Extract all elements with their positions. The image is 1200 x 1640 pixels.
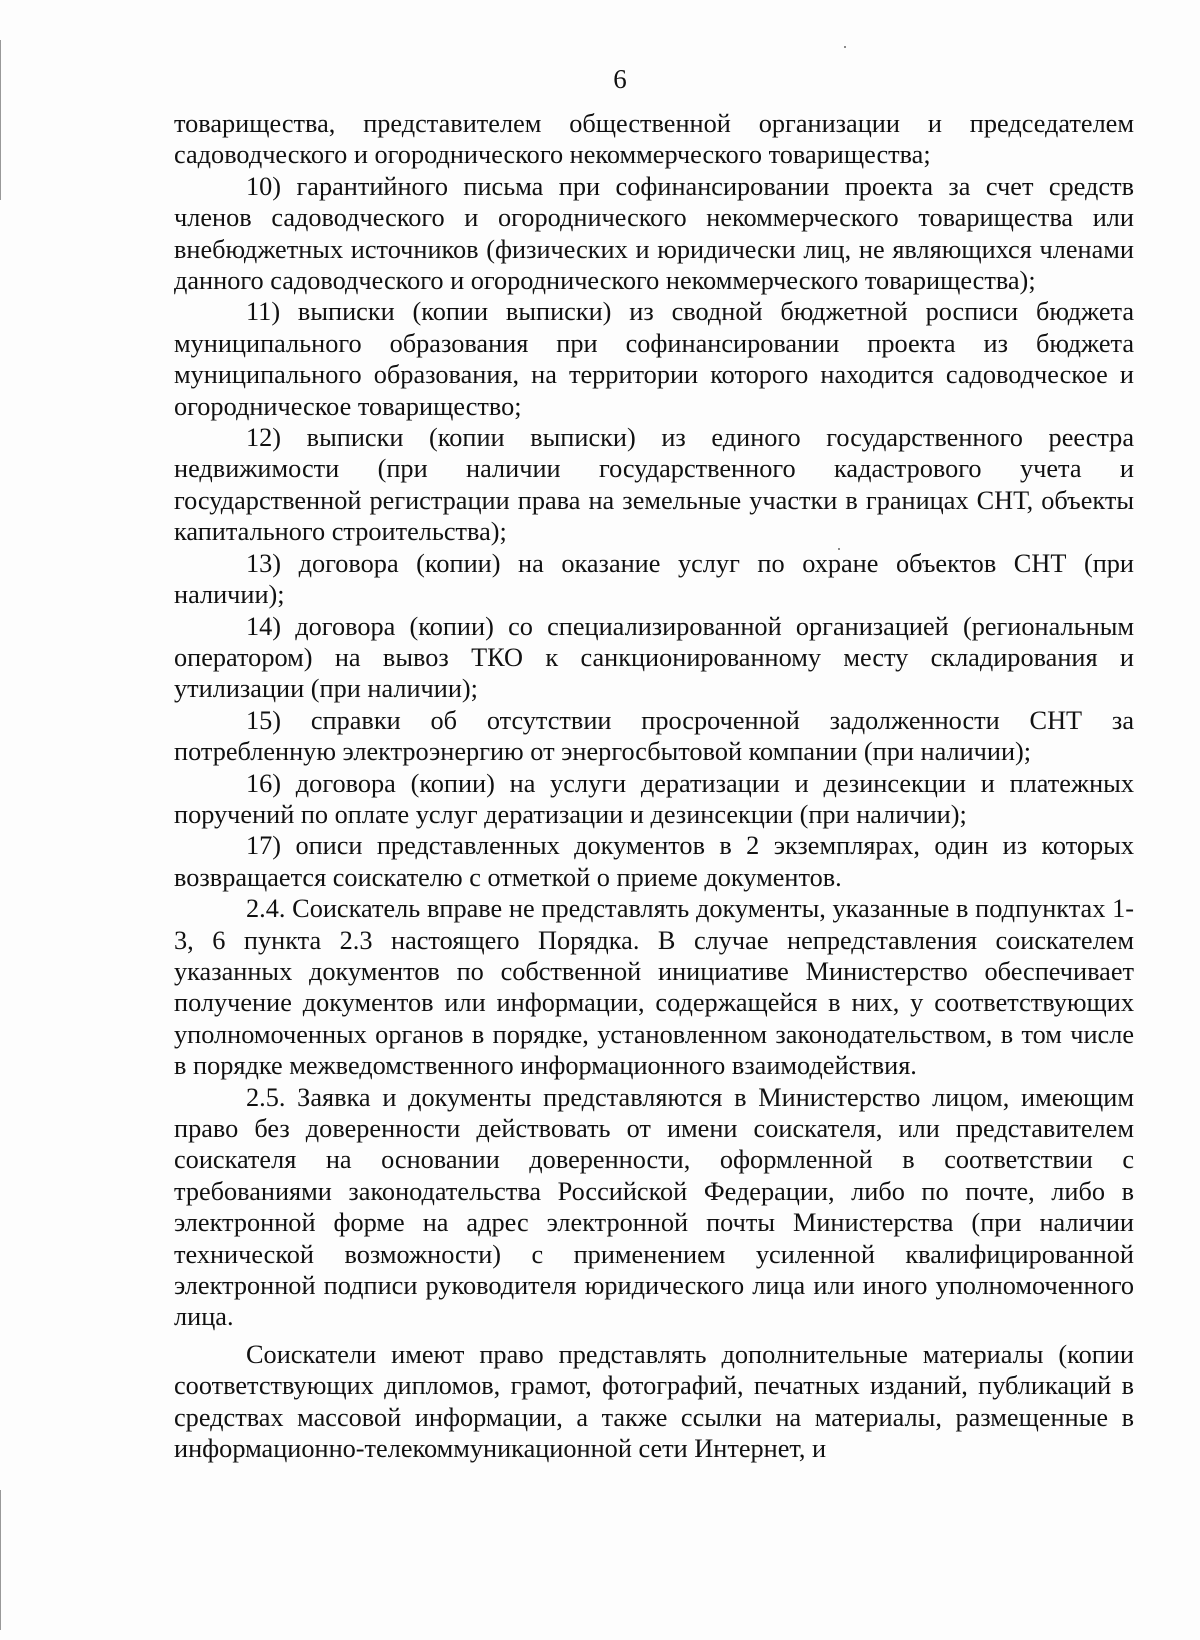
paragraph: 11) выписки (копии выписки) из сводной бюджетной росписи бюджета муниципального образования при софинансировании проекта из бюджета муниципального образования, на территории которого находится садоводческое и огородническое товарищество; bbox=[174, 297, 1134, 421]
scan-speck bbox=[844, 46, 846, 48]
paragraph: 17) описи представленных документов в 2 экземплярах, один из которых возвращается соискателю с отметкой о приеме документов. bbox=[174, 831, 1134, 892]
document-body bbox=[174, 108, 1134, 1464]
paragraph: 12) выписки (копии выписки) из единого государственного реестра недвижимости (при наличии государственного кадастрового учета и государственной регистрации права на земельные участки в границах СНТ, объекты капитального строительства); bbox=[174, 423, 1134, 547]
paragraph: товарищества, представителем общественной организации и председателем садоводческого и огороднического некоммерческого товарищества; bbox=[174, 109, 1134, 170]
scan-edge-mark bbox=[0, 1490, 1, 1630]
paragraph: 16) договора (копии) на услуги дератизации и дезинсекции и платежных поручений по оплате услуг дератизации и дезинсекции (при наличии); bbox=[174, 768, 1134, 829]
paragraph: Соискатели имеют право представлять дополнительные материалы (копии соответствующих дипломов, грамот, фотографий, печатных изданий, публикаций в средствах массовой информации, а также ссылки на материалы, размещенные в информационно-телекоммуникационной сети Интернет, и bbox=[174, 1339, 1134, 1464]
paragraph: 2.4. Соискатель вправе не представлять документы, указанные в подпунктах 1-3, 6 пункта 2.3 настоящего Порядка. В случае непредставления соискателем указанных документов по собственной инициативе Министерство обеспечивает получение документов или информации, содержащейся в них, у соответствующих уполномоченных органов в порядке, установленном законодательством, в том числе в порядке межведомственного информационного взаимодействия. bbox=[174, 894, 1134, 1081]
paragraph: 14) договора (копии) со специализированной организацией (региональным оператором) на вывоз ТКО к санкционированному месту складирования и утилизации (при наличии); bbox=[174, 611, 1134, 704]
paragraph: 2.5. Заявка и документы представляются в Министерство лицом, имеющим право без доверенности действовать от имени соискателя, или представителем соискателя на основании доверенности, оформленной в соответствии с требованиями законодательства Российской Федерации, либо по почте, либо в электронной форме на адрес электронной почты Министерства (при наличии технической возможности) с применением усиленной квалифицированной электронной подписи руководителя юридического лица или иного уполномоченного лица. bbox=[174, 1082, 1134, 1332]
page-number: 6 bbox=[613, 64, 627, 94]
paragraph: 15) справки об отсутствии просроченной задолженности СНТ за потребленную электроэнергию от энергосбытовой компании (при наличии); bbox=[174, 705, 1134, 767]
paragraph: 13) договора (копии) на оказание услуг по охране объектов СНТ (при наличии); bbox=[174, 548, 1134, 610]
paragraph: 10) гарантийного письма при софинансировании проекта за счет средств членов садоводческого и огороднического некоммерческого товарищества или внебюджетных источников (физических и юридически лиц, не являющихся членами данного садоводческого и огороднического некоммерческого товарищества); bbox=[174, 171, 1134, 296]
